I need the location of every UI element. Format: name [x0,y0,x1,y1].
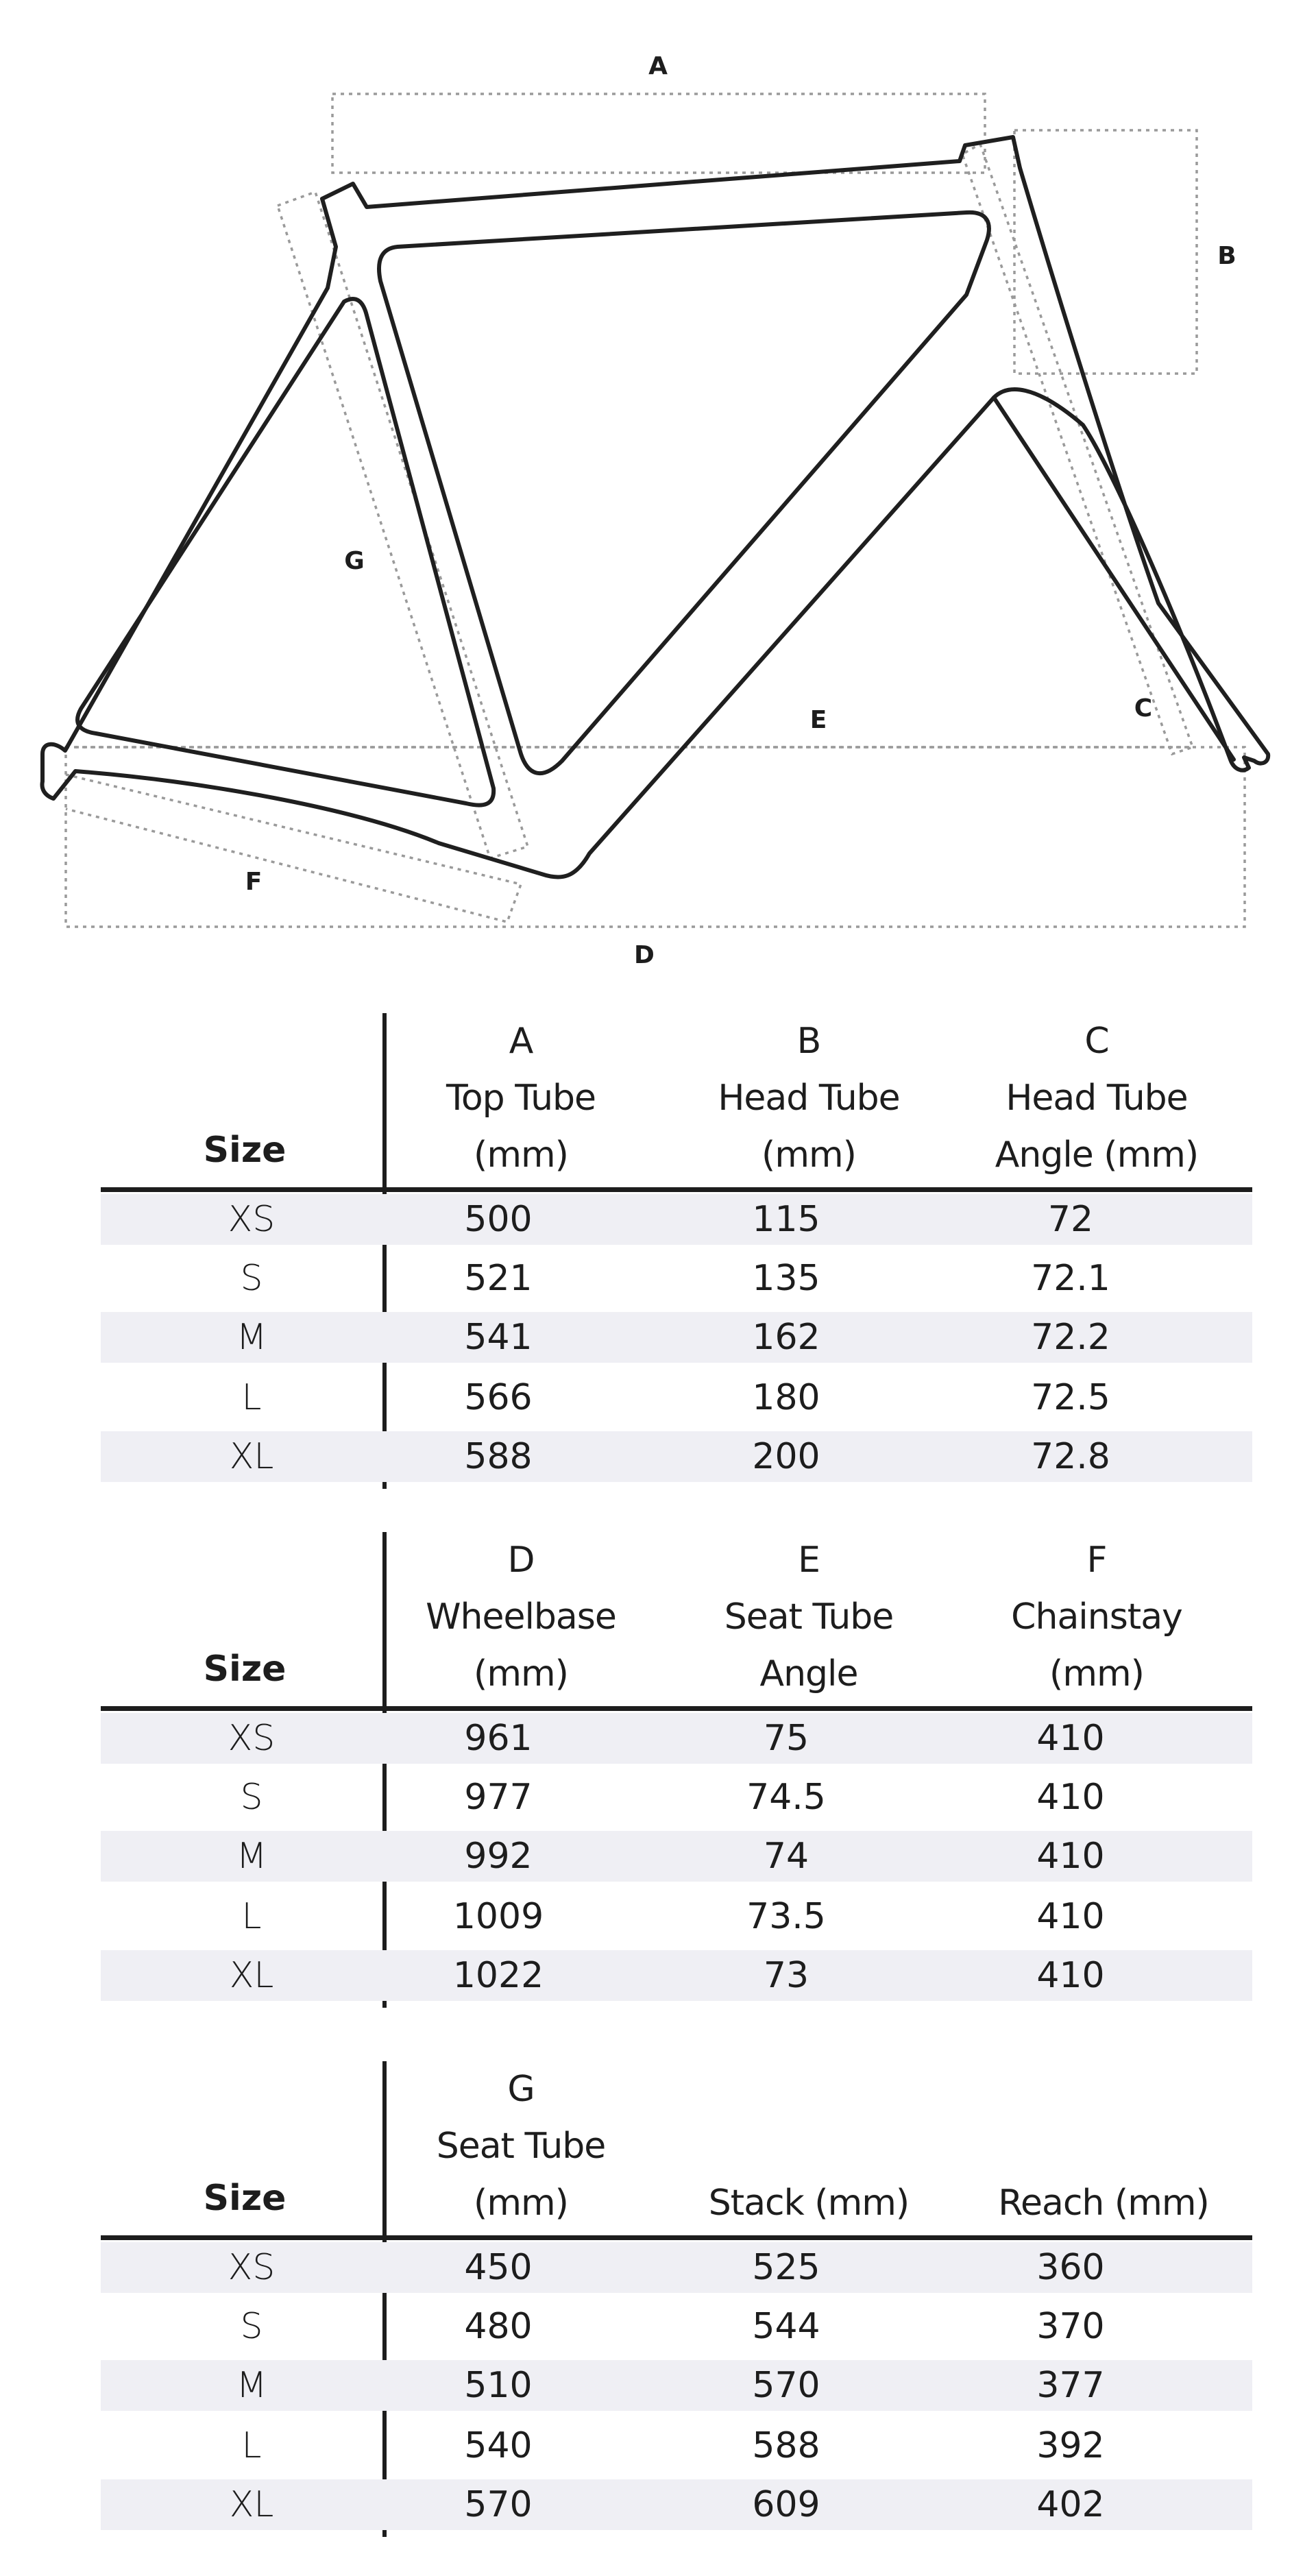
dim-line-g [278,192,528,858]
value-cell: 500 [464,1199,533,1240]
value-cell: 410 [1036,1836,1105,1877]
value-cell: 961 [464,1718,533,1759]
value-cell: 74.5 [746,1777,826,1818]
dim-label-c: C [1134,694,1153,722]
value-cell: 410 [1036,1896,1105,1937]
value-cell: 410 [1036,1955,1105,1996]
column-header-line: B [796,1021,821,1062]
size-cell: L [241,2425,262,2466]
size-header: Size [203,2178,287,2219]
size-cell: L [241,1896,262,1937]
value-cell: 521 [464,1258,533,1299]
bicycle-frame-outline [42,137,1269,877]
column-header-line: Reach (mm) [998,2183,1209,2224]
size-cell: M [236,1836,267,1877]
value-cell: 570 [464,2484,533,2525]
header-rule [101,1706,1252,1711]
column-header-line: Seat Tube [724,1596,894,1638]
table-row [101,1891,1252,1942]
geometry-table-2 [0,1532,1316,2012]
value-cell: 115 [752,1199,820,1240]
dim-label-e: E [809,706,827,734]
value-cell: 450 [464,2247,533,2288]
column-header-line: Chainstay [1011,1596,1182,1638]
column-header-line [692,2118,925,2175]
column-header-line: (mm) [474,2183,568,2224]
value-cell: 180 [752,1377,820,1418]
value-cell: 992 [464,1836,533,1877]
value-cell: 402 [1036,2484,1105,2525]
value-cell: 977 [464,1777,533,1818]
value-cell: 72.5 [1031,1377,1110,1418]
value-cell: 392 [1036,2425,1105,2466]
value-cell: 1009 [452,1896,544,1937]
value-cell: 540 [464,2425,533,2466]
column-header-line: A [509,1021,533,1062]
size-cell: S [240,1258,263,1299]
geometry-table-3 [0,2061,1316,2541]
table-row [101,1194,1252,1245]
column-header-line: (mm) [1049,1653,1144,1694]
value-cell: 588 [752,2425,820,2466]
table-row [101,1831,1252,1882]
column-header-c [973,1013,1220,1184]
value-cell: 1022 [452,1955,544,1996]
table-row [101,1713,1252,1764]
column-header-line [980,2118,1227,2175]
table-row [101,1772,1252,1823]
dim-label-g: G [344,547,365,575]
size-cell: XS [228,1199,276,1240]
column-header-line: F [1086,1540,1107,1581]
frame-geometry-diagram [0,0,1316,987]
column-header-line [980,2061,1227,2118]
value-cell: 544 [752,2306,820,2347]
value-cell: 162 [752,1317,820,1358]
header-rule [101,2235,1252,2240]
size-cell: XS [228,1718,276,1759]
column-header-reach [980,2061,1227,2232]
value-cell: 135 [752,1258,820,1299]
value-cell: 72.1 [1031,1258,1110,1299]
value-cell: 609 [752,2484,820,2525]
dim-label-a: A [648,52,668,80]
column-header-d [418,1532,624,1703]
table-row [101,1253,1252,1304]
dim-label-b: B [1217,242,1236,270]
column-header-line: E [798,1540,820,1581]
value-cell: 72.2 [1031,1317,1110,1358]
column-header-line: Stack (mm) [708,2183,910,2224]
column-header-line: Wheelbase [426,1596,616,1638]
value-cell: 480 [464,2306,533,2347]
dim-line-b [1014,130,1197,374]
value-cell: 410 [1036,1718,1105,1759]
value-cell: 360 [1036,2247,1105,2288]
column-header-line: (mm) [474,1653,568,1694]
value-cell: 570 [752,2365,820,2406]
value-cell: 73.5 [746,1896,826,1937]
dim-line-d [66,747,1245,927]
value-cell: 200 [752,1436,820,1477]
column-header-line: Head Tube [718,1078,900,1119]
header-rule [101,1187,1252,1192]
size-header: Size [203,1130,287,1171]
dim-label-f: F [245,868,263,896]
value-cell: 72 [1047,1199,1094,1240]
column-header-line: Angle [759,1653,858,1694]
value-cell: 510 [464,2365,533,2406]
column-header-f [980,1532,1213,1703]
table-row [101,2420,1252,2471]
value-cell: 75 [763,1718,809,1759]
size-cell: S [240,2306,263,2347]
size-cell: XS [228,2247,276,2288]
value-cell: 74 [763,1836,809,1877]
size-cell: S [240,1777,263,1818]
table-row [101,2242,1252,2293]
table-row [101,1312,1252,1363]
table-row [101,1372,1252,1423]
size-cell: XL [229,1955,274,1996]
column-header-line: C [1084,1021,1109,1062]
column-header-stack [692,2061,925,2232]
column-header-e [706,1532,912,1703]
table-row [101,2479,1252,2530]
table-row [101,2301,1252,2352]
column-header-a [418,1013,624,1184]
value-cell: 525 [752,2247,820,2288]
value-cell: 541 [464,1317,533,1358]
size-cell: XL [229,2484,274,2525]
table-row [101,2360,1252,2411]
column-header-line: Angle (mm) [995,1134,1199,1176]
dim-line-c [962,144,1193,754]
size-header: Size [203,1649,287,1690]
dim-line-a [332,94,985,173]
column-header-line: (mm) [761,1134,856,1176]
table-row [101,1950,1252,2001]
size-cell: XL [229,1436,274,1477]
column-header-line: D [507,1540,535,1581]
value-cell: 588 [464,1436,533,1477]
table-row [101,1431,1252,1482]
column-header-line [692,2061,925,2118]
column-header-b [706,1013,912,1184]
size-cell: M [236,1317,267,1358]
size-cell: M [236,2365,267,2406]
column-header-line: Seat Tube [436,2126,606,2167]
column-header-line: Top Tube [446,1078,596,1119]
dim-label-d: D [634,941,655,969]
column-header-line: G [507,2069,535,2110]
size-cell: L [241,1377,262,1418]
value-cell: 377 [1036,2365,1105,2406]
value-cell: 566 [464,1377,533,1418]
value-cell: 410 [1036,1777,1105,1818]
column-header-line: (mm) [474,1134,568,1176]
column-header-g [404,2061,637,2232]
column-header-line: Head Tube [1006,1078,1188,1119]
geometry-table-1 [0,1013,1316,1493]
value-cell: 370 [1036,2306,1105,2347]
value-cell: 72.8 [1031,1436,1110,1477]
value-cell: 73 [763,1955,809,1996]
